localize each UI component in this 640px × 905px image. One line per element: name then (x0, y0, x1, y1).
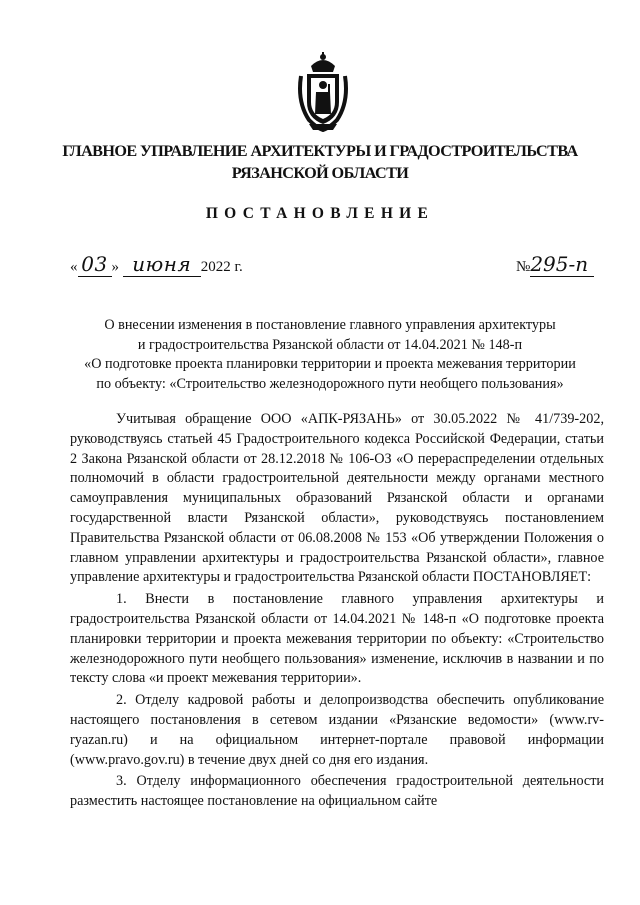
item-paragraph-3: 3. Отделу информационного обеспечения градостроительной деятельности разместить настоящее постановление на официальном сайте (70, 773, 604, 810)
date-open-quote: « (70, 259, 78, 275)
subject-line: по объекту: «Строительство железнодорожного пути необщего пользования» (96, 375, 564, 392)
document-subject (70, 316, 590, 394)
date-day: 03 (78, 252, 112, 277)
document-date (70, 252, 243, 277)
ryazan-coat-of-arms-icon (295, 52, 351, 132)
number-prefix: № (516, 259, 531, 275)
document-number (516, 252, 594, 277)
item-paragraph-2: 2. Отделу кадровой работы и делопроизводства обеспечить опубликование настоящего постановления в сетевом издании «Рязанские ведомости» (www.rv-ryazan.ru) и на официальном интернет-портале правовой информации (www.pravo.gov.ru) в течение двух дней со дня его издания. (70, 692, 604, 768)
item-paragraph-1: 1. Внести в постановление главного управления архитектуры и градостроительства Рязанской области от 14.04.2021 № 148-п «О подготовке проекта планировки территории и проекта межевания территории по объекту: «Строительство железнодорожного пути необщего пользования» изменение, исключив в названии и по тексту слова «и проект межевания территории». (70, 591, 604, 687)
date-month: июня (123, 252, 201, 277)
document-type-title: ПОСТАНОВЛЕНИЕ (205, 205, 435, 222)
org-line-1: ГЛАВНОЕ УПРАВЛЕНИЕ АРХИТЕКТУРЫ И ГРАДОСТРОИТЕЛЬСТВА (62, 142, 578, 160)
date-year: 2022 г. (200, 259, 243, 275)
number-value: 295-п (530, 252, 594, 277)
subject-line: О внесении изменения в постановление главного управления архитектуры (104, 317, 556, 333)
date-close-quote: » (111, 259, 119, 275)
preamble-paragraph: Учитывая обращение ООО «АПК-РЯЗАНЬ» от 30.05.2022 № 41/739-202, руководствуясь статьей 45 Градостроительного кодекса Российской Федерации, статьи 2 Закона Рязанской области от 28.12.2018 № 106-ОЗ «О перераспределении отдельных полномочий в области градостроительной деятельности между органами местного самоуправления муниципальных образований Рязанской области и органами государственной власти Рязанской области», руководствуясь постановлением Правительства Рязанской области от 06.08.2008 № 153 «Об утверждении Положения о главном управлении архитектуры и градостроительства Рязанской области», главное управление архитектуры и градостроительства Рязанской области ПОСТАНОВЛЯЕТ: (70, 411, 604, 586)
organization-name (40, 140, 600, 184)
org-line-2: РЯЗАНСКОЙ ОБЛАСТИ (231, 164, 409, 182)
document-body (70, 410, 604, 812)
subject-line: «О подготовке проекта планировки территории и проекта межевания территории (84, 356, 576, 372)
subject-line: и градостроительства Рязанской области от 14.04.2021 № 148-п (137, 336, 523, 353)
